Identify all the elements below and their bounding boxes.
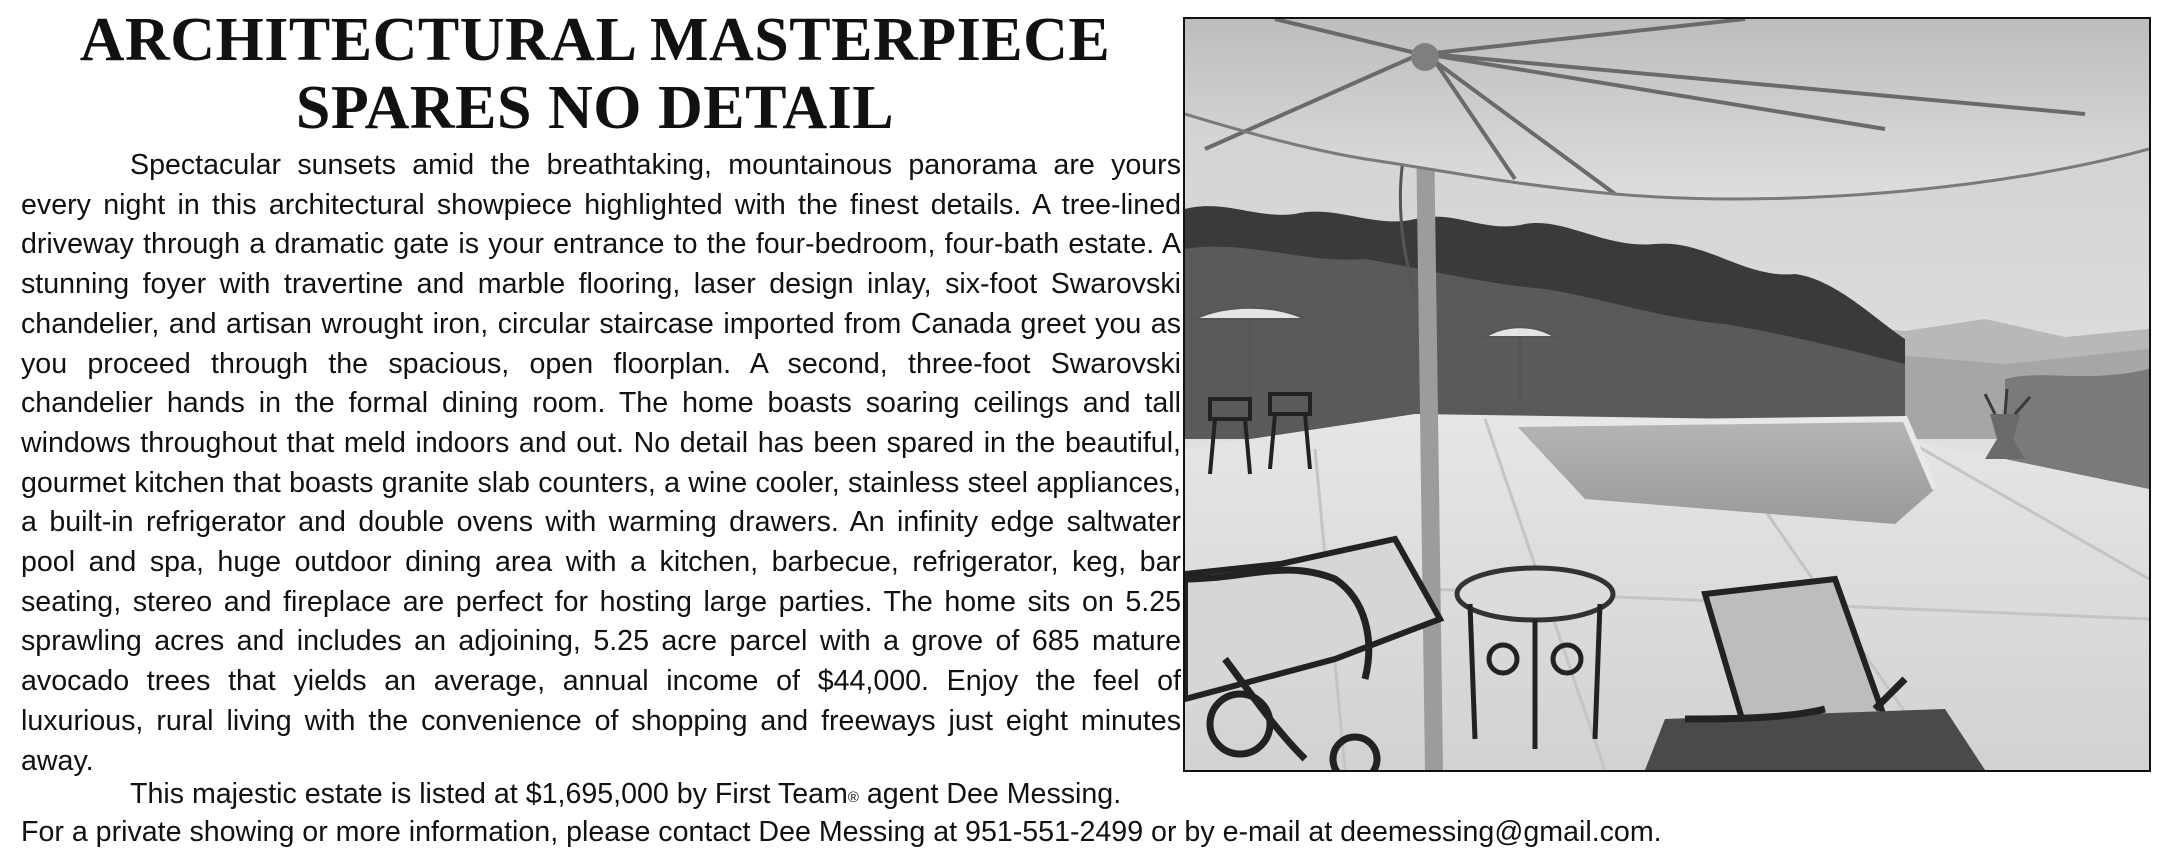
- registered-mark: ®: [847, 789, 859, 806]
- article-body: [21, 146, 1181, 781]
- listing-agent-text: agent Dee Messing.: [858, 778, 1122, 810]
- headline: [0, 6, 1190, 142]
- listing-price-text: This majestic estate is listed at $1,695,000 by First Team: [130, 778, 848, 810]
- pool-patio-photo: [1183, 17, 2151, 772]
- article-body-paragraph: Spectacular sunsets amid the breathtaking, mountainous panorama are yours every night in this architectural showpiece highlighted with the finest details. A tree-lined driveway through a dramatic gate is your entrance to the four-bedroom, four-bath estate. A stunning foyer with travertine and marble flooring, laser design inlay, six-foot Swarovski chandelier, and artisan wrought iron, circular staircase imported from Canada greet you as you proceed through the spacious, open floorplan. A second, three-foot Swarovski chandelier hands in the formal dining room. The home boasts soaring ceilings and tall windows throughout that meld indoors and out. No detail has been spared in the beautiful, gourmet kitchen that boasts granite slab counters, a wine cooler, stainless steel appliances, a built-in refrigerator and double ovens with warming drawers. An infinity edge saltwater pool and spa, huge outdoor dining area with a kitchen, barbecue, refrigerator, keg, bar seating, stereo and fireplace are perfect for hosting large parties. The home sits on 5.25 sprawling acres and includes an adjoining, 5.25 acre parcel with a grove of 685 mature avocado trees that yields an average, annual income of $44,000. Enjoy the feel of luxurious, rural living with the convenience of shopping and freeways just eight minutes away.: [21, 149, 1181, 777]
- headline-line-1: ARCHITECTURAL MASTERPIECE: [79, 6, 1111, 74]
- contact-line: For a private showing or more information, please contact Dee Messing at 951-551-2499 or by e-mail at deemessing@gmail.com.: [21, 816, 1662, 848]
- listing-line: [130, 775, 1121, 815]
- headline-line-2: SPARES NO DETAIL: [295, 74, 895, 142]
